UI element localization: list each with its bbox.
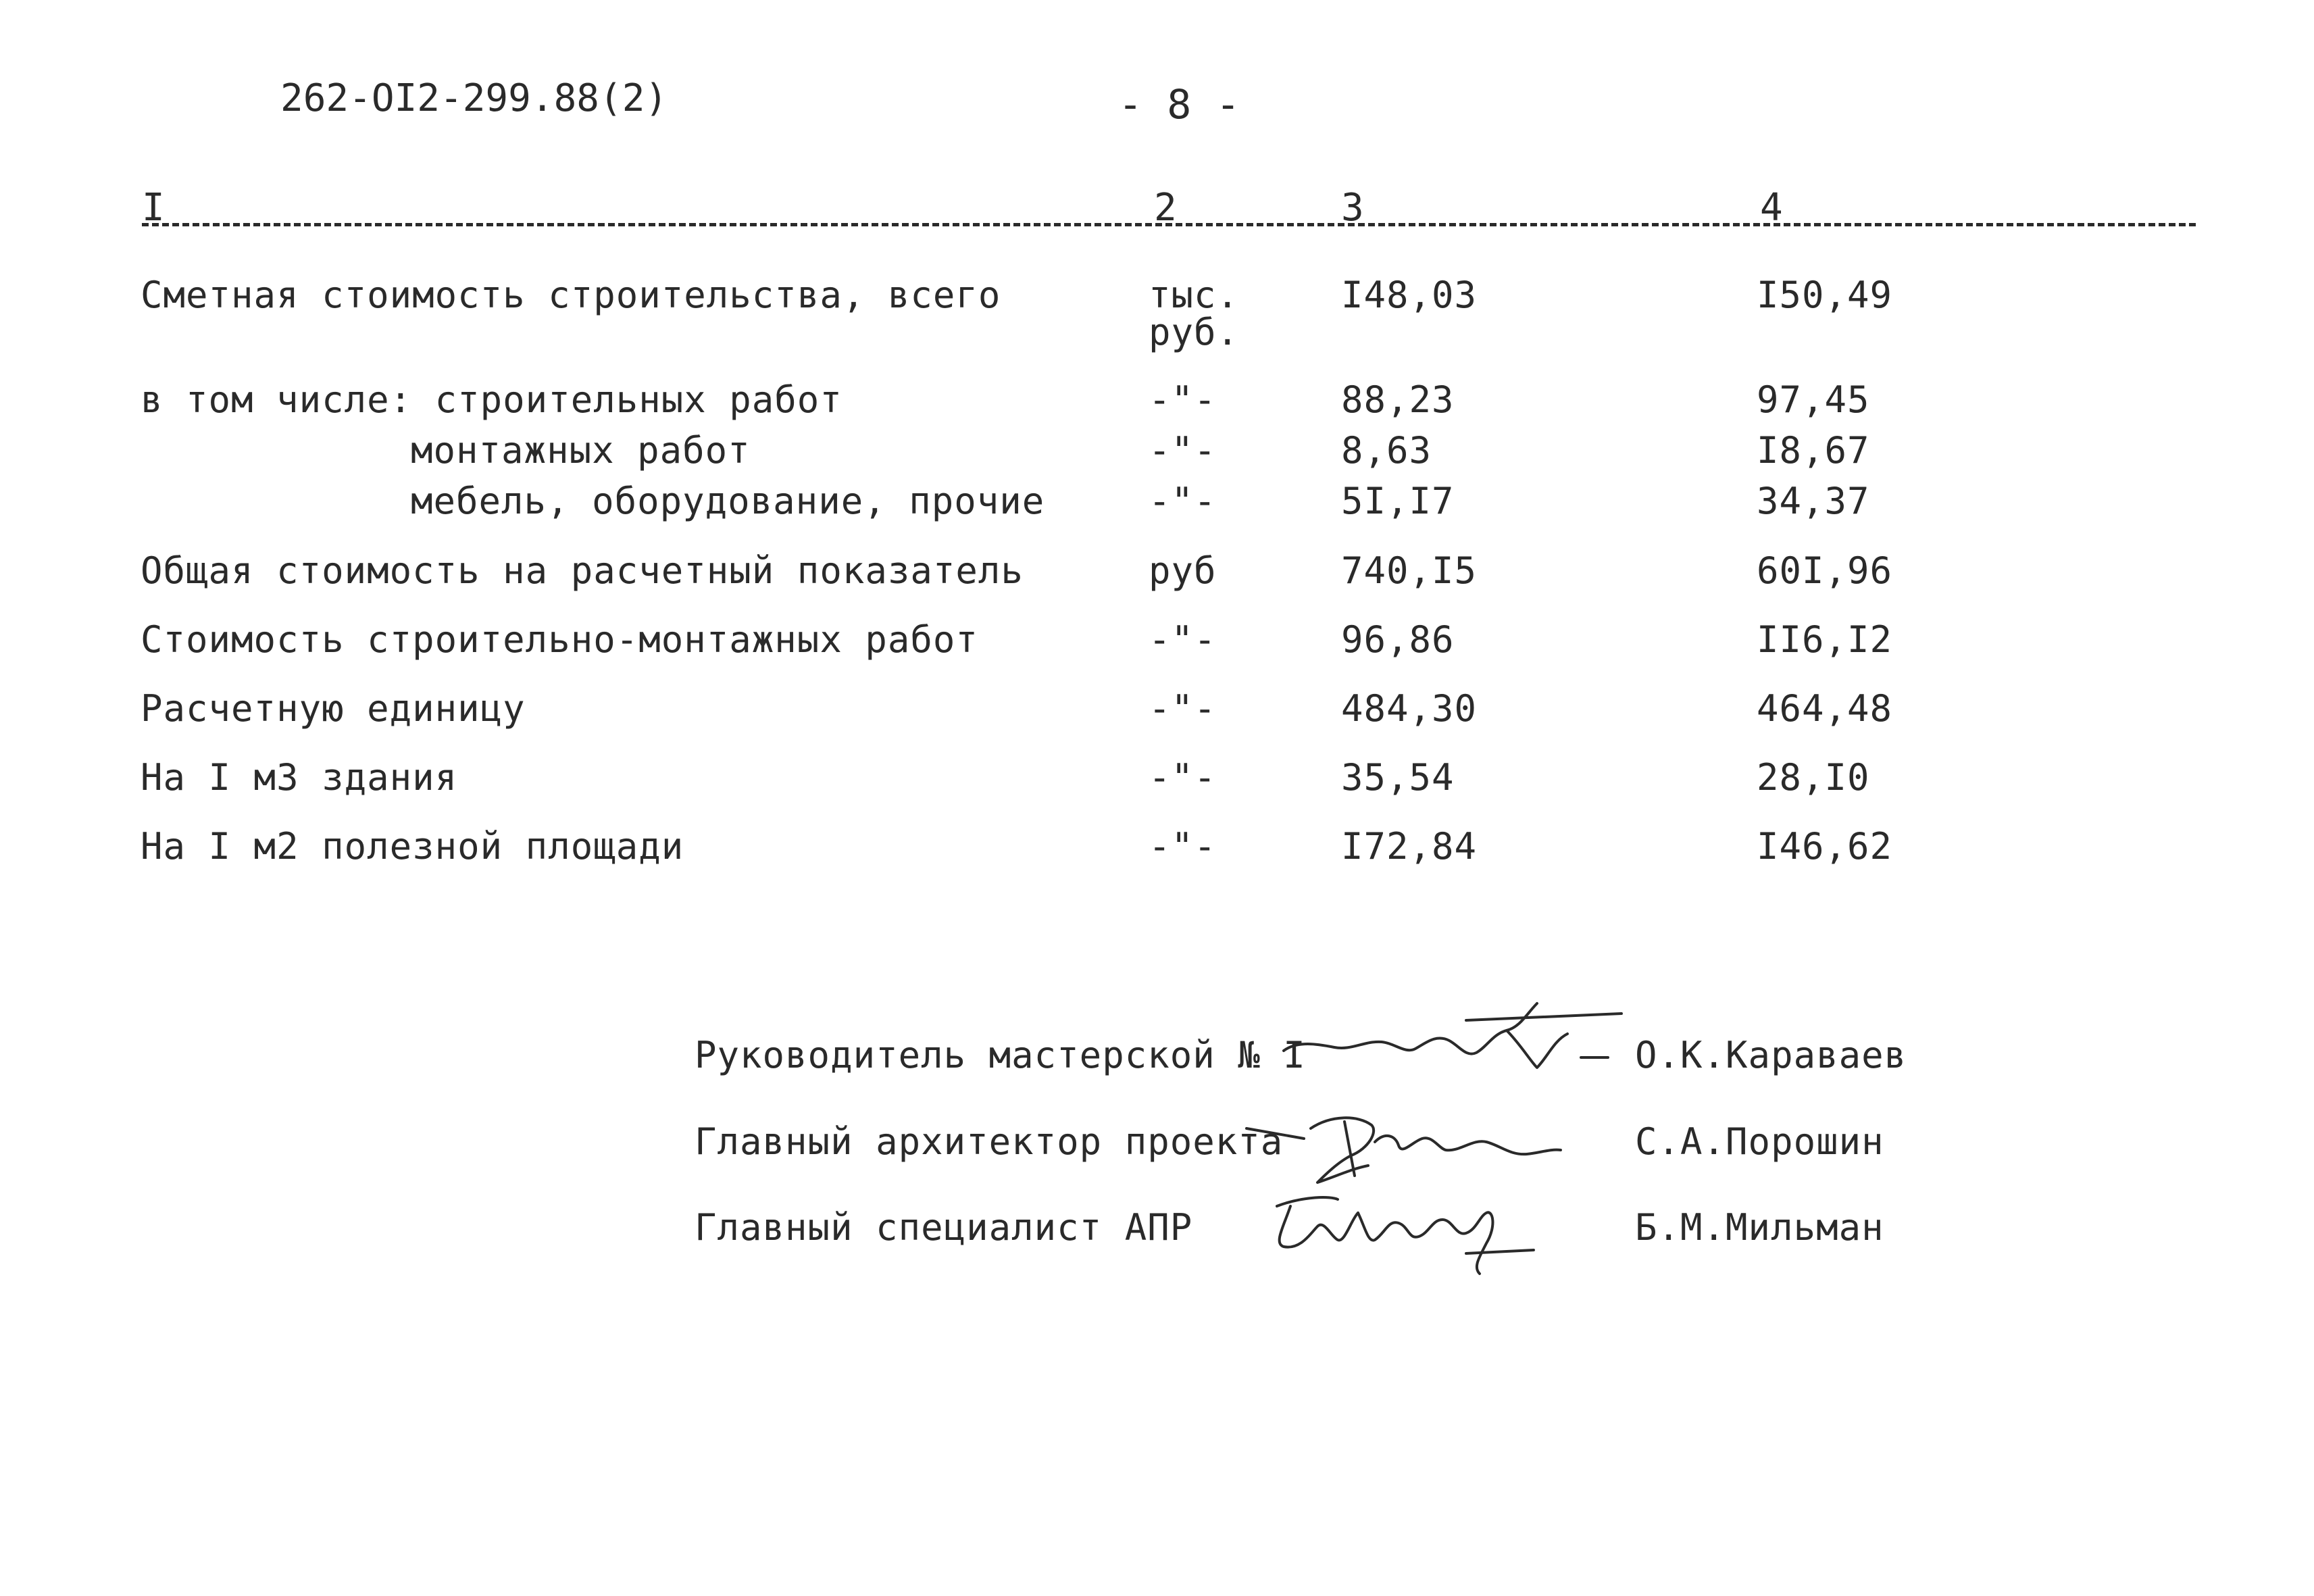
signature-name: С.А.Порошин [1635, 1120, 1884, 1163]
row-value-col3: 740,I5 [1341, 549, 1478, 592]
signature-name: О.К.Караваев [1635, 1034, 1907, 1076]
row-label-furniture: мебель, оборудование, прочие [411, 480, 1045, 522]
row-unit: -"- [1149, 378, 1217, 421]
row-label-construction: в том числе: строительных работ [141, 378, 842, 421]
row-label-general-cost: Общая стоимость на расчетный показатель [141, 549, 1024, 592]
page-number: - 8 - [1118, 81, 1240, 128]
header-divider [142, 223, 2196, 226]
row-value-col4: I50,49 [1757, 274, 1893, 316]
row-unit: -"- [1149, 429, 1217, 472]
row-value-col3: 96,86 [1341, 618, 1455, 661]
document-code: 262-OI2-299.88(2) [280, 76, 668, 120]
row-value-col4: II6,I2 [1757, 618, 1893, 661]
row-label-per-m2: На I м2 полезной площади [141, 825, 684, 868]
handwritten-signature-3 [1263, 1179, 1547, 1280]
row-label-total: Сметная стоимость строительства, всего [141, 274, 1001, 316]
row-label-calc-unit: Расчетную единицу [141, 687, 526, 730]
column-number-3: 3 [1341, 186, 1364, 230]
row-value-col4: 34,37 [1757, 480, 1870, 522]
column-number-2: 2 [1154, 186, 1177, 230]
row-label-per-m3: На I м3 здания [141, 756, 458, 799]
column-number-4: 4 [1760, 186, 1783, 230]
row-value-col3: 484,30 [1341, 687, 1478, 730]
row-unit: руб [1149, 549, 1217, 592]
row-unit: -"- [1149, 687, 1217, 730]
column-number-1: I [142, 186, 165, 230]
row-value-col4: 28,I0 [1757, 756, 1870, 799]
row-label-installation: монтажных работ [411, 429, 751, 472]
row-value-col4: 60I,96 [1757, 549, 1893, 592]
row-unit: -"- [1149, 618, 1217, 661]
row-value-col3: I48,03 [1341, 274, 1478, 316]
row-value-col3: I72,84 [1341, 825, 1478, 868]
row-value-col4: I8,67 [1757, 429, 1870, 472]
row-value-col4: I46,62 [1757, 825, 1893, 868]
handwritten-signature-1 [1270, 993, 1649, 1095]
row-value-col3: 5I,I7 [1341, 480, 1455, 522]
row-value-col3: 88,23 [1341, 378, 1455, 421]
row-label-smr-cost: Стоимость строительно-монтажных работ [141, 618, 978, 661]
row-value-col3: 8,63 [1341, 429, 1432, 472]
row-unit-total-line2: руб. [1149, 311, 1240, 353]
signature-name: Б.М.Мильман [1635, 1206, 1884, 1249]
row-unit: -"- [1149, 756, 1217, 799]
row-value-col3: 35,54 [1341, 756, 1455, 799]
row-value-col4: 464,48 [1757, 687, 1893, 730]
signature-title: Руководитель мастерской № I [695, 1034, 1306, 1076]
row-value-col4: 97,45 [1757, 378, 1870, 421]
signature-title: Главный архитектор проекта [695, 1120, 1284, 1163]
row-unit: -"- [1149, 480, 1217, 522]
row-unit-total: тыс. [1149, 274, 1240, 316]
row-unit: -"- [1149, 825, 1217, 868]
signature-title: Главный специалист АПР [695, 1206, 1193, 1249]
